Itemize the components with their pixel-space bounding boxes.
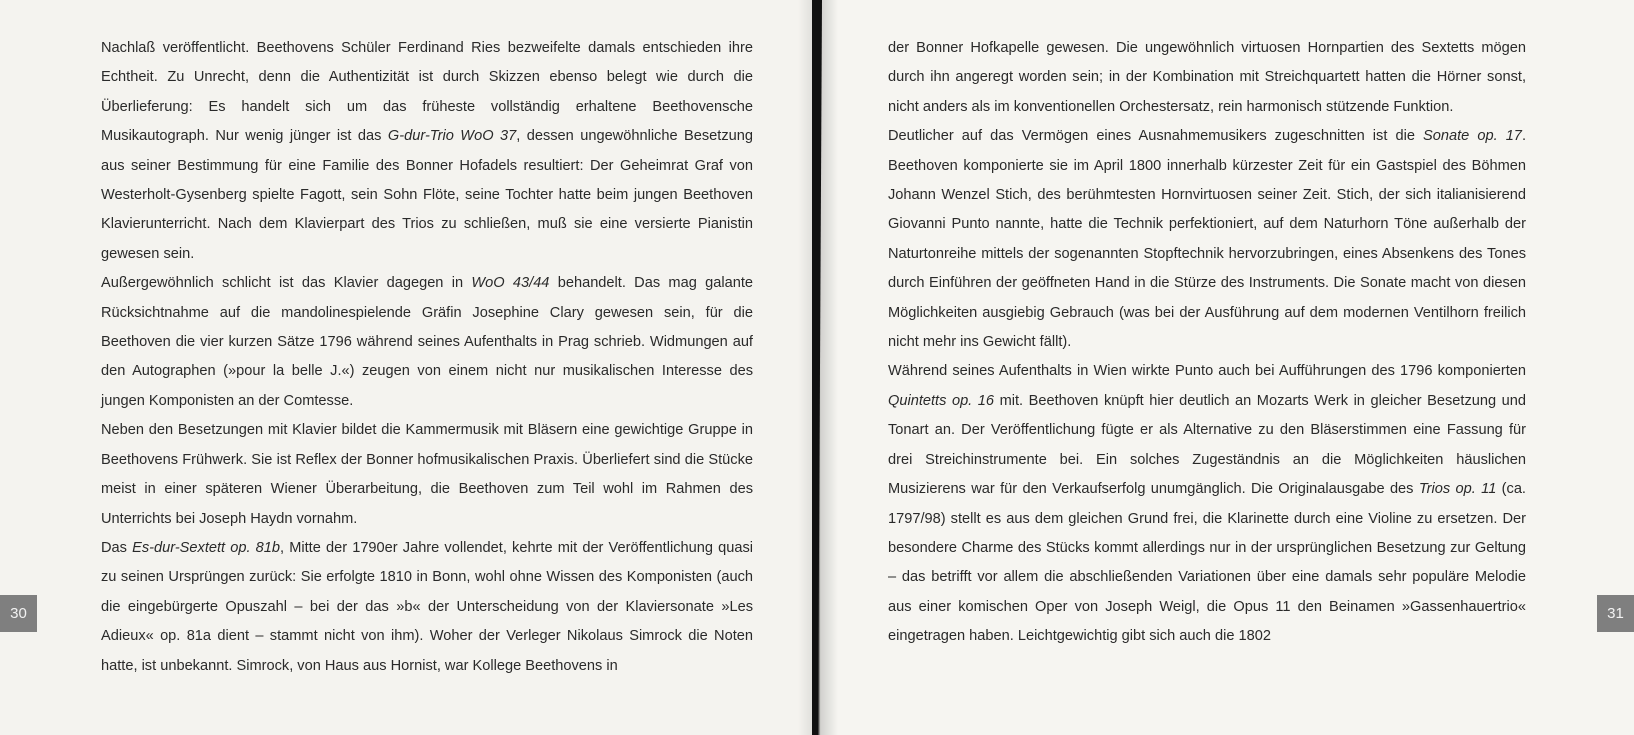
text-run: Neben den Besetzungen mit Klavier bildet die Kammermusik mit Bläsern eine gewichtige Gruppe in Beethovens Frühwerk. Sie ist Reflex der Bonner hofmusikalischen Praxis. Überliefert sind die Stücke meist in einer späteren Wiener Überarbeitung, die Beethoven zum Teil wohl im Rahmen des Unterrichts bei Joseph Haydn vornahm.	[101, 422, 753, 527]
text-run: Außergewöhnlich schlicht ist das Klavier dagegen in	[101, 275, 472, 292]
right-page	[818, 0, 1634, 735]
text-run: mit. Beethoven knüpft hier deutlich an Mozarts Werk in gleicher Besetzung und Tonart an. Der Veröffentlichung fügte er als Alternative zu den Bläserstimmen eine Fassung für drei Streichinstrumente bei. Ein solches Zugeständnis an die Möglichkeiten häuslichen Musizierens war für den Verkaufserfolg unumgänglich. Die Originalausgabe des	[888, 392, 1526, 498]
page-number-left: 30	[0, 595, 37, 632]
paragraph	[101, 269, 753, 416]
right-page-text	[888, 34, 1526, 652]
work-title: Trios op. 11	[1418, 481, 1497, 498]
text-run: der Bonner Hofkapelle gewesen. Die ungewöhnlich virtuosen Hornpartien des Sextetts mögen durch ihn angeregt worden sein; in der Kombination mit Streichquartett hatten die Hörner sonst, nicht anders als im konventionellen Orchestersatz, rein harmonisch stützende Funktion.	[888, 40, 1526, 115]
text-run: behandelt. Das mag galante Rücksichtnahme auf die mandolinespielende Gräfin Josephine Clary gewesen sein, für die Beethoven die vier kurzen Sätze 1796 während seines Aufenthalts in Prag schrieb. Widmungen auf den Autographen (»pour la belle J.«) zeugen von einem nicht nur musikalischen Interesse des jungen Komponisten an der Comtesse.	[101, 275, 753, 409]
text-run: , dessen ungewöhnliche Besetzung aus seiner Bestimmung für eine Familie des Bonner Hofadels resultiert: Der Geheimrat Graf von Westerholt-Gysenberg spielte Fagott, sein Sohn Flöte, seine Tochter hatte beim jungen Beethoven Klavierunterricht. Nach dem Klavierpart des Trios zu schließen, muß sie eine versierte Pianistin gewesen sein.	[101, 128, 753, 262]
paragraph	[101, 416, 753, 534]
left-page-text	[101, 34, 753, 681]
work-title: G-dur-Trio WoO 37	[387, 128, 517, 145]
text-run: . Beethoven komponierte sie im April 1800 innerhalb kürzester Zeit für ein Gastspiel des Böhmen Johann Wenzel Stich, des berühmtesten Hornvirtuosen seiner Zeit. Stich, der sich italianisierend Giovanni Punto nannte, hatte die Technik perfektioniert, auf dem Naturhorn Töne außerhalb der Naturtonreihe mittels der sogenannten Stopftechnik hervorzubringen, eines Absenkens des Tones durch Einführen der geöffneten Hand in die Stürze des Instruments. Die Sonate macht von diesen Möglichkeiten ausgiebig Gebrauch (was bei der Ausführung auf dem modernen Ventilhorn freilich nicht mehr ins Gewicht fällt).	[888, 128, 1526, 351]
paragraph	[888, 122, 1526, 357]
text-run: Deutlicher auf das Vermögen eines Ausnahmemusikers zugeschnitten ist die	[888, 128, 1424, 145]
text-run: , Mitte der 1790er Jahre vollendet, kehrte mit der Veröffentlichung quasi zu seinen Ursprüngen zurück: Sie erfolgte 1810 in Bonn, wohl ohne Wissen des Komponisten (auch die eingebürgerte Opuszahl – bei der das »b« der Unterscheidung von der Klaviersonate »Les Adieux« op. 81a dient – stammt nicht von ihm). Woher der Verleger Nikolaus Simrock die Noten hatte, ist unbekannt. Simrock, von Haus aus Hornist, war Kollege Beethovens in	[101, 539, 753, 674]
text-run: (ca. 1797/98) stellt es aus dem gleichen Grund frei, die Klarinette durch eine Violine zu ersetzen. Der besondere Charme des Stücks kommt allerdings nur in der ursprünglichen Besetzung zur Geltung – das betrifft vor allem die abschließenden Variationen über eine damals sehr populäre Melodie aus einer komischen Oper von Joseph Weigl, die Opus 11 den Beinamen »Gassenhauertrio« eingetragen haben. Leichtgewichtig gibt sich auch die 1802	[888, 481, 1526, 645]
paragraph	[101, 34, 753, 269]
work-title: WoO 43/44	[471, 275, 550, 292]
paragraph	[888, 34, 1526, 122]
page-number-right: 31	[1597, 595, 1634, 632]
text-run: Während seines Aufenthalts in Wien wirkte Punto auch bei Aufführungen des 1796 komponierten	[888, 363, 1526, 380]
work-title: Es-dur-Sextett op. 81b	[132, 539, 281, 556]
paragraph	[888, 357, 1526, 651]
work-title: Sonate op. 17	[1423, 128, 1522, 145]
text-run: Nachlaß veröffentlicht. Beethovens Schüler Ferdinand Ries bezweifelte damals entschieden ihre Echtheit. Zu Unrecht, denn die Authentizität ist durch Skizzen ebenso belegt wie durch die Überlieferung: Es handelt sich um das früheste vollständig erhaltene Beethovensche Musikautograph. Nur wenig jünger ist das	[101, 40, 753, 145]
paragraph	[101, 534, 753, 681]
work-title: Quintetts op. 16	[888, 392, 995, 409]
text-run: Das	[101, 539, 133, 556]
